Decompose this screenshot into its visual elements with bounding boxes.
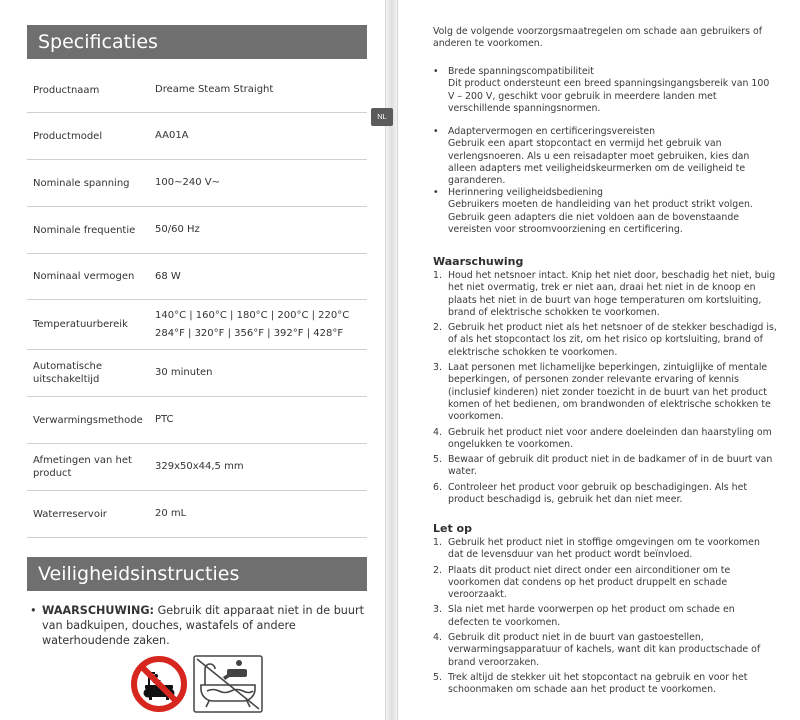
item-number: 5. bbox=[433, 671, 442, 683]
bullet: • bbox=[433, 126, 439, 137]
language-tab-left: NL bbox=[371, 108, 393, 126]
bullet-text: Dit product ondersteunt een breed spanningsingangsbereik van 100 V – 200 V, geschikt voor gebruik in meerdere landen met verschillende spanningsnormen. bbox=[448, 78, 770, 114]
list-item-text: Trek altijd de stekker uit het stopcontact na gebruik en voor het schoonmaken om schade aan het product te voorkomen. bbox=[448, 671, 748, 696]
spec-row bbox=[27, 160, 367, 207]
spec-value: AA01A bbox=[155, 130, 189, 141]
spec-value: 30 minuten bbox=[155, 367, 213, 378]
bullet-text: Gebruikers moeten de handleiding van het product strikt volgen. Gebruik geen adapters die niet voldoen aan de bovenstaande vereisten voor stroomvoorziening en certificering. bbox=[448, 199, 753, 235]
list-item bbox=[433, 632, 778, 669]
safety-instructions-title: Veiligheidsinstructies bbox=[27, 557, 367, 591]
spec-row bbox=[27, 444, 367, 491]
list-item-text: Laat personen met lichamelijke beperkingen, zintuiglijke of mentale beperkingen, of personen zonder relevante ervaring of kennis (inclusief kinderen) niet zonder toezicht in de buurt van het product komen of het bedienen, om brandwonden of elektrische schokken te voorkomen. bbox=[448, 362, 771, 423]
bullet-item bbox=[433, 66, 778, 115]
spec-row bbox=[27, 254, 367, 300]
spec-row bbox=[27, 350, 367, 397]
warning-heading: Waarschuwing bbox=[433, 255, 524, 268]
spec-label: Temperatuurbereik bbox=[33, 319, 128, 330]
specifications-title: Specificaties bbox=[27, 25, 367, 59]
list-item bbox=[433, 427, 778, 452]
list-item bbox=[433, 537, 778, 562]
item-number: 1. bbox=[433, 537, 442, 548]
item-number: 3. bbox=[433, 362, 442, 374]
bullet: • bbox=[30, 604, 37, 617]
bullet-title: Herinnering veiligheidsbediening bbox=[448, 187, 603, 198]
bullet: • bbox=[433, 66, 439, 77]
spec-label: Waterreservoir bbox=[33, 508, 107, 520]
bullet-body bbox=[433, 187, 778, 236]
list-item bbox=[433, 454, 778, 479]
bullet-title: Brede spanningscompatibiliteit bbox=[448, 66, 594, 77]
list-item bbox=[433, 482, 778, 507]
specifications-table bbox=[27, 68, 367, 538]
intro-paragraph: Volg de volgende voorzorgsmaatregelen om schade aan gebruikers of anderen te voorkomen. bbox=[433, 26, 763, 50]
spec-value: 68 W bbox=[155, 270, 181, 282]
item-number: 6. bbox=[433, 481, 442, 493]
list-item-text: Sla niet met harde voorwerpen op het product om schade en defecten te voorkomen. bbox=[448, 604, 735, 628]
spec-label: Verwarmingsmethode bbox=[33, 414, 143, 426]
list-item-text: Houd het netsnoer intact. Knip het niet door, beschadig het niet, buig het niet overmatig, trek er niet aan, draai het niet in de knoop en plaats het niet in de buurt van hoge temperaturen om kortsluiting, brand of elektrische schokken te voorkomen. bbox=[448, 270, 776, 318]
list-item-text: Plaats dit product niet direct onder een airconditioner om te voorkomen dat condens op het product druppelt en schade veroorzaakt. bbox=[448, 564, 731, 601]
warning-label: WAARSCHUWING: bbox=[42, 604, 155, 617]
list-item bbox=[433, 270, 778, 319]
warning-list bbox=[433, 270, 778, 509]
bathtub-caution-icon bbox=[193, 655, 263, 713]
bullet-text: Gebruik een apart stopcontact en vermijd het gebruik van verlengsnoeren. Als u een reisadapter moet gebruiken, kies dan alleen adapters met veiligheidskeurmerken om de veiligheid te garanderen. bbox=[448, 138, 750, 187]
temperature-fahrenheit: 284°F | 320°F | 356°F | 392°F | 428°F bbox=[155, 327, 344, 339]
spec-label: Afmetingen van het product bbox=[33, 455, 132, 479]
bullet-item bbox=[433, 126, 778, 187]
list-item bbox=[433, 362, 778, 423]
spec-row bbox=[27, 300, 367, 350]
list-item-text: Gebruik dit product niet in de buurt van gastoestellen, verwarmingsapparatuur of kachels, want dit kan productschade of brand veroorzaken. bbox=[448, 632, 761, 668]
spec-row bbox=[27, 113, 367, 160]
spec-value: 50/60 Hz bbox=[155, 224, 200, 235]
list-item bbox=[433, 565, 778, 602]
left-page bbox=[0, 0, 385, 720]
spec-row bbox=[27, 491, 367, 538]
spec-label: Automatische uitschakeltijd bbox=[33, 361, 102, 385]
list-item-text: Bewaar of gebruik dit product niet in de badkamer of in de buurt van water. bbox=[448, 454, 773, 478]
bullet-title: Adaptervermogen en certificeringsvereisten bbox=[448, 126, 656, 137]
spec-value: 20 mL bbox=[155, 508, 187, 519]
spec-value bbox=[155, 307, 367, 343]
spec-row bbox=[27, 68, 367, 113]
list-item bbox=[433, 322, 778, 359]
item-number: 3. bbox=[433, 604, 442, 616]
list-item-text: Gebruik het product niet in stoffige omgevingen om te voorkomen dat de levensduur van het product wordt beïnvloed. bbox=[448, 537, 760, 561]
caution-list bbox=[433, 537, 778, 700]
spec-row bbox=[27, 207, 367, 254]
bullet-item bbox=[433, 187, 778, 236]
item-number: 2. bbox=[433, 322, 442, 334]
bathtub-warning bbox=[30, 603, 370, 648]
list-item-text: Controleer het product voor gebruik op beschadigingen. Als het product beschadigd is, gebruik het dan niet meer. bbox=[448, 481, 748, 506]
list-item-text: Gebruik het product niet als het netsnoer of de stekker beschadigd is, of als het stopcontact los zit, om het risico op kortsluiting, brand of elektrische schokken te voorkomen. bbox=[448, 322, 777, 358]
spec-label: Productnaam bbox=[33, 84, 100, 96]
spec-label: Nominale frequentie bbox=[33, 224, 136, 236]
item-number: 1. bbox=[433, 270, 442, 281]
warning-text: Gebruik dit apparaat niet in de buurt van badkuipen, douches, wastafels of andere waterhoudende zaken. bbox=[42, 604, 364, 647]
item-number: 4. bbox=[433, 632, 442, 644]
no-bathtub-icon bbox=[130, 655, 188, 713]
spec-row bbox=[27, 397, 367, 444]
spec-value: Dreame Steam Straight bbox=[155, 84, 274, 95]
list-item-text: Gebruik het product niet voor andere doeleinden dan haarstyling om ongelukken te voorkomen. bbox=[448, 426, 772, 450]
spec-value: 329x50x44,5 mm bbox=[155, 461, 244, 472]
bullet-body bbox=[433, 66, 778, 115]
temperature-celsius: 140°C | 160°C | 180°C | 200°C | 220°C bbox=[155, 309, 350, 321]
bullet: • bbox=[433, 187, 439, 198]
spec-label: Productmodel bbox=[33, 130, 103, 142]
spec-label: Nominaal vermogen bbox=[33, 271, 135, 282]
list-item bbox=[433, 672, 778, 697]
item-number: 4. bbox=[433, 426, 442, 438]
item-number: 2. bbox=[433, 564, 442, 576]
spec-value: 100~240 V~ bbox=[155, 177, 220, 188]
warning-paragraph bbox=[30, 603, 370, 648]
bullet-body bbox=[433, 126, 778, 187]
list-item bbox=[433, 604, 778, 629]
spec-value: PTC bbox=[155, 414, 174, 425]
spec-label: Nominale spanning bbox=[33, 177, 130, 189]
caution-heading: Let op bbox=[433, 522, 472, 535]
item-number: 5. bbox=[433, 454, 442, 466]
